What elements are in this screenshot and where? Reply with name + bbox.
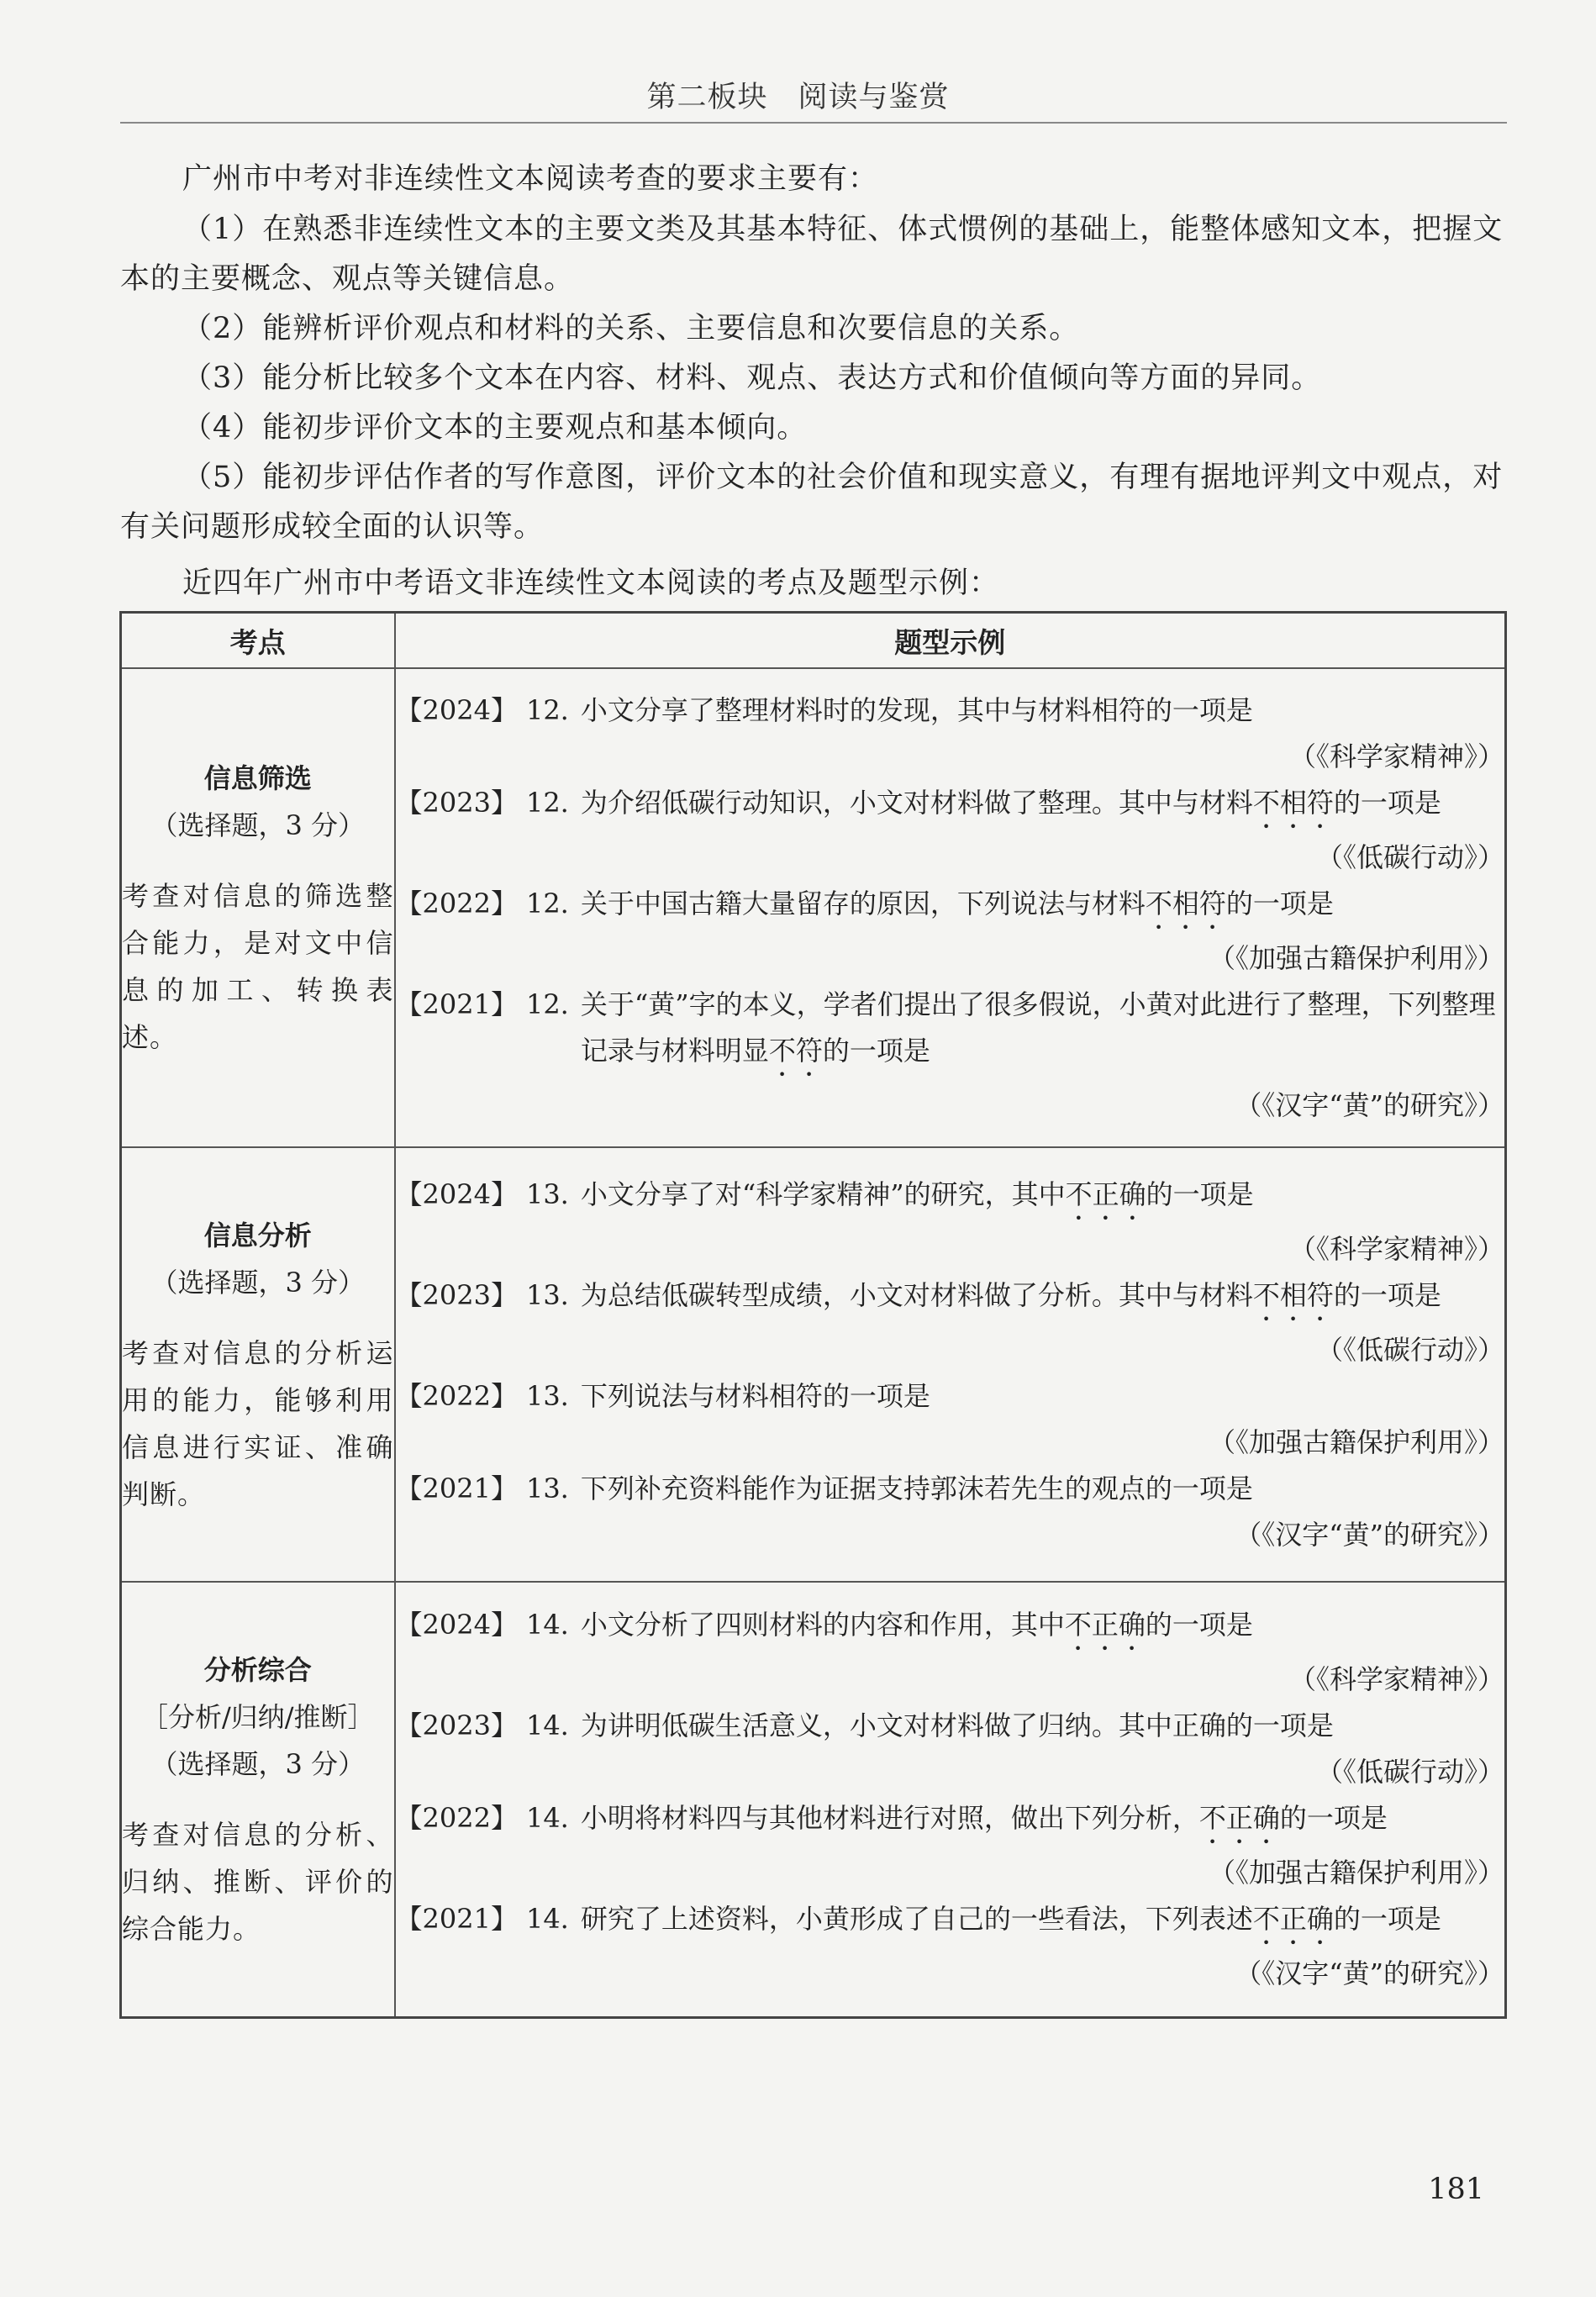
question-text <box>581 881 1504 935</box>
topic-subtypes: ［分析/归纳/推断］ <box>140 1700 375 1733</box>
question-line <box>396 1795 1505 1850</box>
question-line <box>396 1272 1505 1327</box>
topic-cell <box>121 1582 395 2017</box>
question-line <box>396 780 1505 835</box>
example-item <box>396 982 1505 1129</box>
intro-paragraph: 广州市中考对非连续性文本阅读考查的要求主要有： <box>182 162 879 196</box>
source-title: （《汉字“黄”的研究》） <box>1235 1088 1504 1121</box>
question-text <box>581 1466 1504 1512</box>
examples-cell <box>395 668 1506 1147</box>
topic-description: 考查对信息的分析、归纳、推断、评价的综合能力。 <box>122 1818 394 1945</box>
example-item <box>396 1373 1505 1466</box>
example-item <box>396 1896 1505 1997</box>
topic-cell <box>121 1147 395 1582</box>
requirement-item: （3）能分析比较多个文本在内容、材料、观点、表达方式和价值倾向等方面的异同。 <box>182 361 1322 395</box>
question-text <box>581 1896 1504 1951</box>
source-title: （《科学家精神》） <box>1288 1662 1504 1695</box>
example-item <box>396 1795 1505 1896</box>
exam-year: 【2024】 <box>395 1177 518 1210</box>
question-number: 13. <box>525 1379 569 1412</box>
question-text-tail: 的一项是 <box>1333 1278 1441 1311</box>
topic-question-type: （选择题，3 分） <box>150 1266 366 1299</box>
exam-points-table <box>119 611 1507 2019</box>
topic-name: 分析综合 <box>203 1653 312 1686</box>
question-text <box>581 1703 1504 1749</box>
question-text <box>581 1172 1504 1226</box>
question-number: 13. <box>525 1472 569 1504</box>
page-number: 181 <box>1428 2173 1484 2206</box>
question-text-tail: 的一项是 <box>1333 1902 1441 1935</box>
emphasized-text: 不正确 <box>1198 1801 1280 1834</box>
topic-question-type: （选择题，3 分） <box>150 1747 366 1780</box>
table-header-row <box>121 613 1506 669</box>
source-title: （《低碳行动》） <box>1315 1333 1504 1366</box>
topic-question-type: （选择题，3 分） <box>150 809 366 841</box>
example-item <box>396 1602 1505 1703</box>
question-text <box>581 688 1504 734</box>
requirements-list <box>120 205 1507 552</box>
question-number: 12. <box>525 786 569 819</box>
question-line <box>396 1602 1505 1657</box>
question-number: 14. <box>525 1709 569 1741</box>
source-title: （《加强古籍保护利用》） <box>1208 1856 1504 1889</box>
topic-name: 信息筛选 <box>203 762 312 794</box>
exam-year: 【2021】 <box>395 988 518 1020</box>
question-text-main: 下列说法与材料相符的一项是 <box>580 1379 930 1412</box>
question-text-main: 关于中国古籍大量留存的原因，下列说法与材料 <box>580 887 1146 919</box>
requirement-item: （1）在熟悉非连续性文本的主要文类及其基本特征、体式惯例的基础上，能整体感知文本，把握文本的主要概念、观点等关键信息。 <box>120 213 1504 296</box>
emphasized-text: 不相符 <box>1252 786 1334 819</box>
examples-cell <box>395 1147 1506 1582</box>
question-text-main: 关于“黄”字的本义，学者们提出了很多假说，小黄对此进行了整理，下列整理记录与材料明显 <box>580 988 1496 1067</box>
question-number: 13. <box>525 1278 569 1311</box>
requirement-item: （2）能辨析评价观点和材料的关系、主要信息和次要信息的关系。 <box>182 312 1080 345</box>
question-text-tail: 的一项是 <box>1225 887 1334 919</box>
question-line <box>396 881 1505 935</box>
exam-year: 【2022】 <box>395 1801 518 1834</box>
question-number: 14. <box>525 1608 569 1641</box>
exam-year: 【2024】 <box>395 1608 518 1641</box>
question-line <box>396 1172 1505 1226</box>
question-text-tail: 的一项是 <box>1146 1177 1254 1210</box>
question-text-tail: 的一项是 <box>822 1034 930 1067</box>
example-item <box>396 1703 1505 1795</box>
source-title: （《低碳行动》） <box>1315 1755 1504 1788</box>
example-item <box>396 1272 1505 1373</box>
example-item <box>396 780 1505 881</box>
page-header: 第二板块 阅读与鉴赏 <box>646 81 950 114</box>
column-header-examples: 题型示例 <box>395 613 1506 669</box>
example-item <box>396 1466 1505 1558</box>
table-row <box>121 668 1506 1147</box>
topic-description: 考查对信息的分析运用的能力，能够利用信息进行实证、准确判断。 <box>122 1336 394 1510</box>
table-row <box>121 1582 1506 2017</box>
question-number: 14. <box>525 1801 569 1834</box>
question-number: 13. <box>525 1177 569 1210</box>
source-title: （《加强古籍保护利用》） <box>1208 941 1504 974</box>
question-text <box>581 1272 1504 1327</box>
examples-cell <box>395 1582 1506 2017</box>
question-text-main: 为讲明低碳生活意义，小文对材料做了归纳。其中正确的一项是 <box>580 1709 1334 1741</box>
question-text <box>581 780 1504 835</box>
exam-year: 【2022】 <box>395 887 518 919</box>
question-text-tail: 的一项是 <box>1145 1608 1253 1641</box>
question-number: 12. <box>525 887 569 919</box>
question-text <box>581 1373 1504 1420</box>
exam-year: 【2023】 <box>395 1709 518 1741</box>
question-line <box>396 688 1505 734</box>
example-item <box>396 1172 1505 1272</box>
question-text <box>581 1795 1504 1850</box>
question-line <box>396 1703 1505 1749</box>
requirement-item: （5）能初步评估作者的写作意图，评价文本的社会价值和现实意义，有理有据地评判文中观点，对有关问题形成较全面的认识等。 <box>120 461 1504 544</box>
topic-cell <box>121 668 395 1147</box>
exam-year: 【2022】 <box>395 1379 518 1412</box>
question-line <box>396 1373 1505 1420</box>
source-title: （《汉字“黄”的研究》） <box>1235 1957 1504 1989</box>
source-title: （《科学家精神》） <box>1288 1232 1504 1265</box>
emphasized-text: 不正确 <box>1252 1902 1334 1935</box>
question-text <box>581 1602 1504 1657</box>
example-item <box>396 881 1505 982</box>
question-text-main: 为总结低碳转型成绩，小文对材料做了分析。其中与材料 <box>580 1278 1253 1311</box>
topic-name: 信息分析 <box>203 1219 312 1251</box>
question-number: 12. <box>525 988 569 1020</box>
question-text-tail: 的一项是 <box>1333 786 1441 819</box>
question-text-main: 研究了上述资料，小黄形成了自己的一些看法，下列表述 <box>580 1902 1253 1935</box>
question-text-main: 小文分享了整理材料时的发现，其中与材料相符的一项是 <box>580 693 1253 726</box>
question-text-main: 下列补充资料能作为证据支持郭沫若先生的观点的一项是 <box>580 1472 1253 1504</box>
emphasized-text: 不正确 <box>1065 1177 1146 1210</box>
emphasized-text: 不相符 <box>1252 1278 1334 1311</box>
column-header-topic: 考点 <box>121 613 395 669</box>
exam-year: 【2024】 <box>395 693 518 726</box>
source-title: （《低碳行动》） <box>1315 840 1504 873</box>
question-text <box>581 982 1504 1083</box>
header-rule <box>120 122 1507 124</box>
question-line <box>396 1466 1505 1512</box>
topic-description: 考查对信息的筛选整合能力，是对文中信息的加工、转换表述。 <box>122 880 394 1053</box>
question-number: 12. <box>525 693 569 726</box>
requirement-item: （4）能初步评价文本的主要观点和基本倾向。 <box>182 411 808 445</box>
emphasized-text: 不相符 <box>1145 887 1226 919</box>
exam-year: 【2023】 <box>395 1278 518 1311</box>
question-text-main: 为介绍低碳行动知识，小文对材料做了整理。其中与材料 <box>580 786 1253 819</box>
question-number: 14. <box>525 1902 569 1935</box>
emphasized-text: 不正确 <box>1064 1608 1146 1641</box>
table-intro: 近四年广州市中考语文非连续性文本阅读的考点及题型示例： <box>182 566 1000 600</box>
source-title: （《汉字“黄”的研究》） <box>1235 1518 1504 1551</box>
exam-year: 【2021】 <box>395 1902 518 1935</box>
question-text-main: 小文分析了四则材料的内容和作用，其中 <box>580 1608 1065 1641</box>
question-line <box>396 982 1505 1083</box>
question-text-tail: 的一项是 <box>1279 1801 1388 1834</box>
example-item <box>396 688 1505 780</box>
question-text-main: 小文分享了对“科学家精神”的研究，其中 <box>580 1177 1066 1210</box>
source-title: （《科学家精神》） <box>1288 740 1504 772</box>
question-line <box>396 1896 1505 1951</box>
exam-year: 【2021】 <box>395 1472 518 1504</box>
table-row <box>121 1147 1506 1582</box>
question-text-main: 小明将材料四与其他材料进行对照，做出下列分析， <box>580 1801 1199 1834</box>
emphasized-text: 不符 <box>768 1034 823 1067</box>
source-title: （《加强古籍保护利用》） <box>1208 1425 1504 1458</box>
exam-year: 【2023】 <box>395 786 518 819</box>
